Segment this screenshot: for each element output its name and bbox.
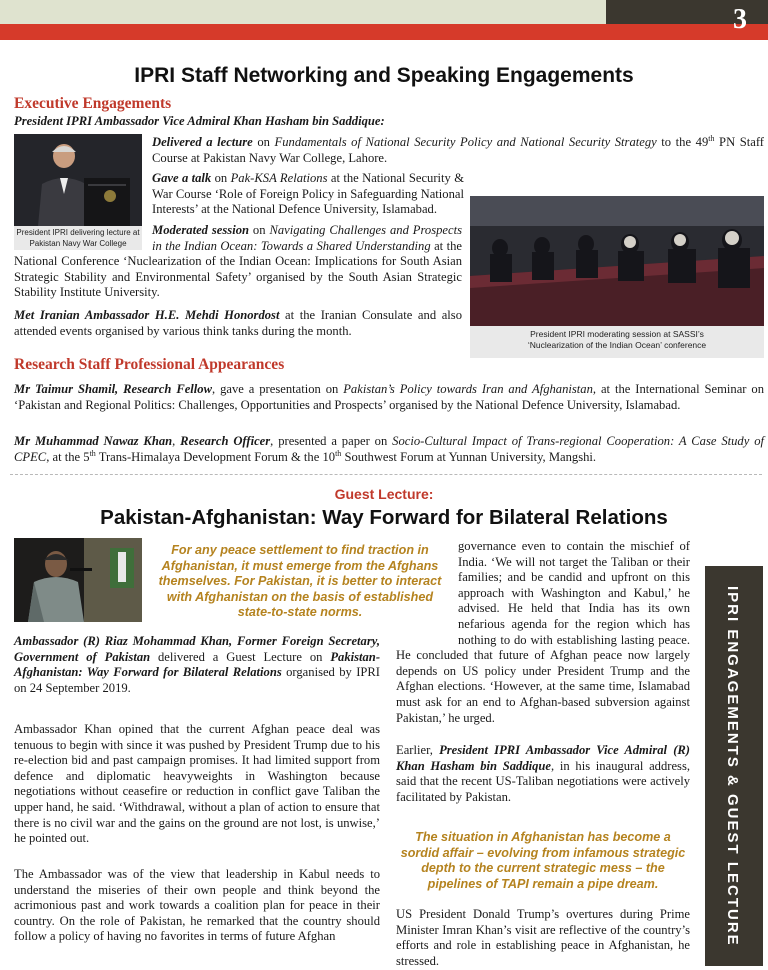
research-heading: Research Staff Professional Appearances xyxy=(14,356,285,373)
lecture-paragraph: Delivered a lecture on Fundamentals of National Security Policy and National Security Strategy to the 49th PN Staff Course at Pakistan Navy War College, Lahore. xyxy=(152,133,764,165)
photo-lecture xyxy=(14,134,142,226)
right-paragraph-3: US President Donald Trump’s overtures during Prime Minister Imran Khan’s visit are reflective of the country’s efforts and role in establishing peace in Afghanistan, he stressed. xyxy=(396,907,690,968)
ambassador-view-paragraph: The Ambassador was of the view that leadership in Kabul needs to understand the miseries of their own people and think beyond the acrimonious past and work towards a coalition plan for peace in their country. On the role of Pakistan, he remarked that the country should follow a policy of having no favorites in terms of future Afghan xyxy=(14,867,380,944)
right-paragraph-1: governance even to contain the mischief of India. ‘We will not target the Taliban or their families; and be candid and upfront on this approach with Washington and Kabul,’ he advised. He held that India has its own nefarious agenda for the region which has nothing to do with establishing lasting peace. He concluded that future of Afghan peace now largely depends on US policy under President Trump and the Afghan elections. ‘However, at the same time, Islamabad must ask for an end to Afghan-based subversion against Pakistan,’ he urged. xyxy=(396,539,690,725)
page-number: 3 xyxy=(733,4,747,35)
side-band-label: IPRI ENGAGEMENTS & GUEST LECTURE xyxy=(724,585,741,947)
section-divider xyxy=(10,474,762,475)
intro-paragraph: Ambassador (R) Riaz Mohammad Khan, Former Foreign Secretary, Government of Pakistan delivered a Guest Lecture on Pakistan-Afghanistan: Way Forward for Bilateral Relations organised by IPRI on 24 September 2019. xyxy=(14,634,381,695)
photo-lecture-caption: President IPRI delivering lecture at Pakistan Navy War College xyxy=(14,226,142,250)
guest-speaker-photo xyxy=(14,538,142,622)
right-paragraph-2: Earlier, President IPRI Ambassador Vice Admiral (R) Khan Hasham bin Saddique, in his inaugural address, said that the recent US-Taliban negotiations were actively facilitated by Pakistan. xyxy=(396,743,691,804)
pull-quote-bottom: The situation in Afghanistan has become a sordid affair – evolving from infamous strategic depth to the current strategic mess – the pipelines of TAPI remain a pipe dream. xyxy=(400,830,686,891)
header-red-band xyxy=(0,24,768,40)
guest-lecture-title: Pakistan-Afghanistan: Way Forward for Bilateral Relations xyxy=(100,506,668,529)
pull-quote-top: For any peace settlement to find traction in Afghanistan, it must emerge from the Afghans themselves. For Pakistan, it is better to interact with Afghanistan on the basis of established state-to-state norms. xyxy=(158,543,442,619)
speaker-photo xyxy=(14,134,142,226)
met-paragraph: Met Iranian Ambassador H.E. Mehdi Honordost at the Iranian Consulate and also attended events organised by various think tanks during the month. xyxy=(14,308,462,338)
president-line: President IPRI Ambassador Vice Admiral Khan Hasham bin Saddique: xyxy=(14,114,385,128)
executive-heading: Executive Engagements xyxy=(14,95,172,112)
photo-sassi-session xyxy=(470,196,764,326)
guest-lecture-label: Guest Lecture: xyxy=(334,486,434,502)
session-photo xyxy=(470,196,764,326)
photo-guest-speaker xyxy=(14,538,142,622)
section-title: IPRI Staff Networking and Speaking Engagements xyxy=(134,64,634,87)
analysis-paragraph: Ambassador Khan opined that the current Afghan peace deal was tenuous to begin with since it was pushed by President Trump due to his re-election bid and past campaign promises. It had limited support from defence and diplomatic heavyweights in Washington because negotiations without ceasefire or reduction in conflict gave Taliban the upper hand, he said. ‘Withdrawal, without a plan of action to ensure that there is no civil war and the gains on the ground are not lost, is unwise,’ he pointed out. xyxy=(14,722,380,846)
session-paragraph: Moderated session on Navigating Challenges and Prospects in the Indian Ocean: Towards a Shared Understanding at the National Conference ‘Nuclearization of the Indian Ocean: Implications for South Asian Strategic Stability and Environmental Safety’ organised by the South Asian Strategic Stability Institute University. xyxy=(14,223,462,300)
nawaz-paragraph: Mr Muhammad Nawaz Khan, Research Officer, presented a paper on Socio-Cultural Impact of Trans-regional Cooperation: A Case Study of CPEC, at the 5th Trans-Himalaya Development Forum & the 10th Southwest Forum at Yunnan University, Mangshi. xyxy=(14,434,764,464)
header-light-band xyxy=(0,0,606,24)
taimur-paragraph: Mr Taimur Shamil, Research Fellow, gave a presentation on Pakistan’s Policy towards Iran and Afghanistan, at the International Seminar on ‘Pakistan and Regional Politics: Challenges, Opportunities and Prospects’ organised by the National Defence University, Islamabad. xyxy=(14,382,764,412)
talk-paragraph: Gave a talk on Pak-KSA Relations at the National Security & War Course ‘Role of Foreign Policy in Safeguarding National Interests’ at the National Defence University, Islamabad. xyxy=(152,171,464,217)
photo-sassi-caption: President IPRI moderating session at SASSI’s ‘Nuclearization of the Indian Ocean’ conference xyxy=(470,326,764,358)
